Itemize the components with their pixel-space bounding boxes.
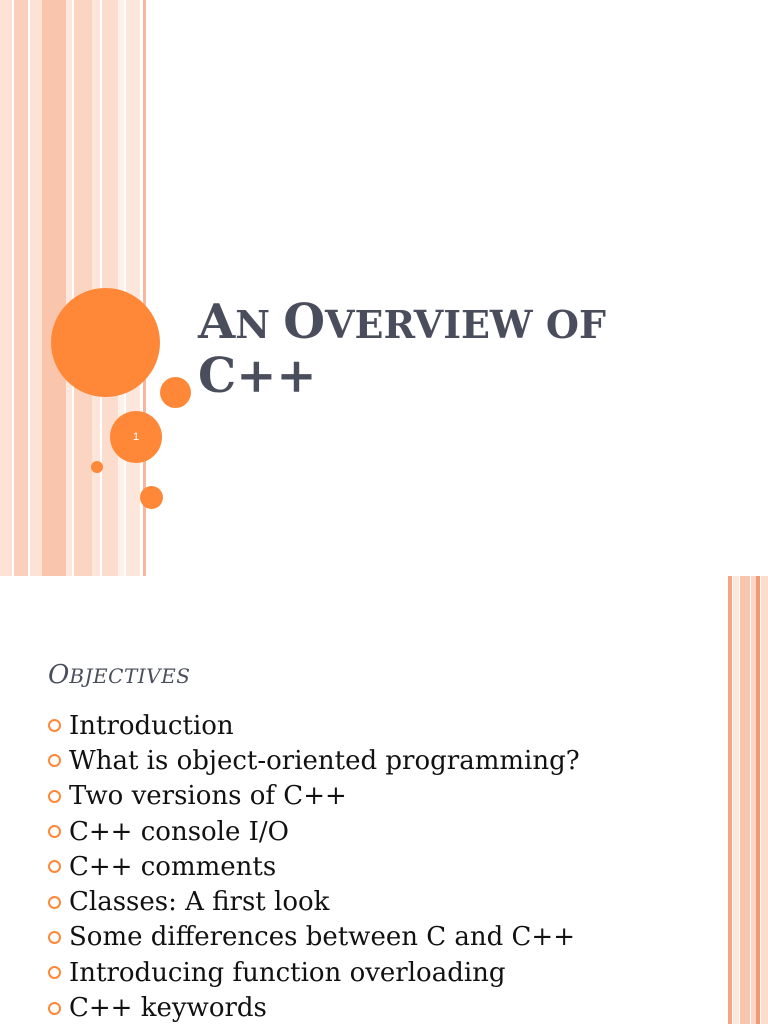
- title-line-1: [198, 296, 738, 350]
- slide-title: [198, 296, 738, 404]
- bullet-icon: [48, 825, 61, 838]
- bullet-icon: [48, 719, 61, 732]
- bullet-icon: [48, 896, 61, 909]
- bullet-icon: [48, 860, 61, 873]
- list-item: [48, 884, 580, 919]
- list-item-text: C++ comments: [69, 851, 277, 882]
- title-word-overview-rest: VERVIEW: [325, 302, 546, 347]
- objectives-heading: [48, 660, 190, 690]
- list-item: [48, 708, 580, 743]
- heading-rest: BJECTIVES: [69, 664, 191, 688]
- title-word-overview-cap: O: [283, 294, 326, 350]
- title-word-an-rest: N: [235, 302, 284, 347]
- list-item-text: C++ keywords: [69, 993, 267, 1024]
- list-item: [48, 990, 580, 1024]
- list-item-text: Classes: A first look: [69, 887, 330, 918]
- decorative-stripes-left: [0, 0, 150, 576]
- list-item: [48, 743, 580, 778]
- title-word-an-cap: A: [198, 294, 236, 350]
- objectives-list: [48, 708, 580, 1024]
- title-word-of: OF: [545, 302, 606, 347]
- decorative-circle-small: [140, 486, 163, 509]
- list-item-text: Some differences between C and C++: [69, 922, 575, 953]
- list-item: [48, 849, 580, 884]
- bullet-icon: [48, 790, 61, 803]
- list-item: [48, 779, 580, 814]
- bullet-icon: [48, 1002, 61, 1015]
- list-item-text: Introducing function overloading: [69, 957, 506, 988]
- list-item-text: What is object-oriented programming?: [69, 745, 580, 776]
- list-item-text: C++ console I/O: [69, 816, 289, 847]
- slide-number: 1: [132, 431, 140, 443]
- decorative-circle-large: [51, 288, 160, 397]
- list-item: [48, 920, 580, 955]
- slide-number-badge: [110, 411, 162, 463]
- decorative-circle-tiny: [91, 461, 103, 473]
- list-item-text: Introduction: [69, 710, 234, 741]
- decorative-circle-medium: [160, 377, 191, 408]
- bullet-icon: [48, 931, 61, 944]
- title-line-2: C++: [198, 347, 317, 404]
- objectives-slide: [0, 576, 768, 1024]
- bullet-icon: [48, 754, 61, 767]
- bullet-icon: [48, 966, 61, 979]
- list-item-text: Two versions of C++: [69, 781, 347, 812]
- list-item: [48, 955, 580, 990]
- heading-cap: O: [48, 660, 70, 690]
- list-item: [48, 814, 580, 849]
- decorative-stripes-right: [728, 576, 768, 1024]
